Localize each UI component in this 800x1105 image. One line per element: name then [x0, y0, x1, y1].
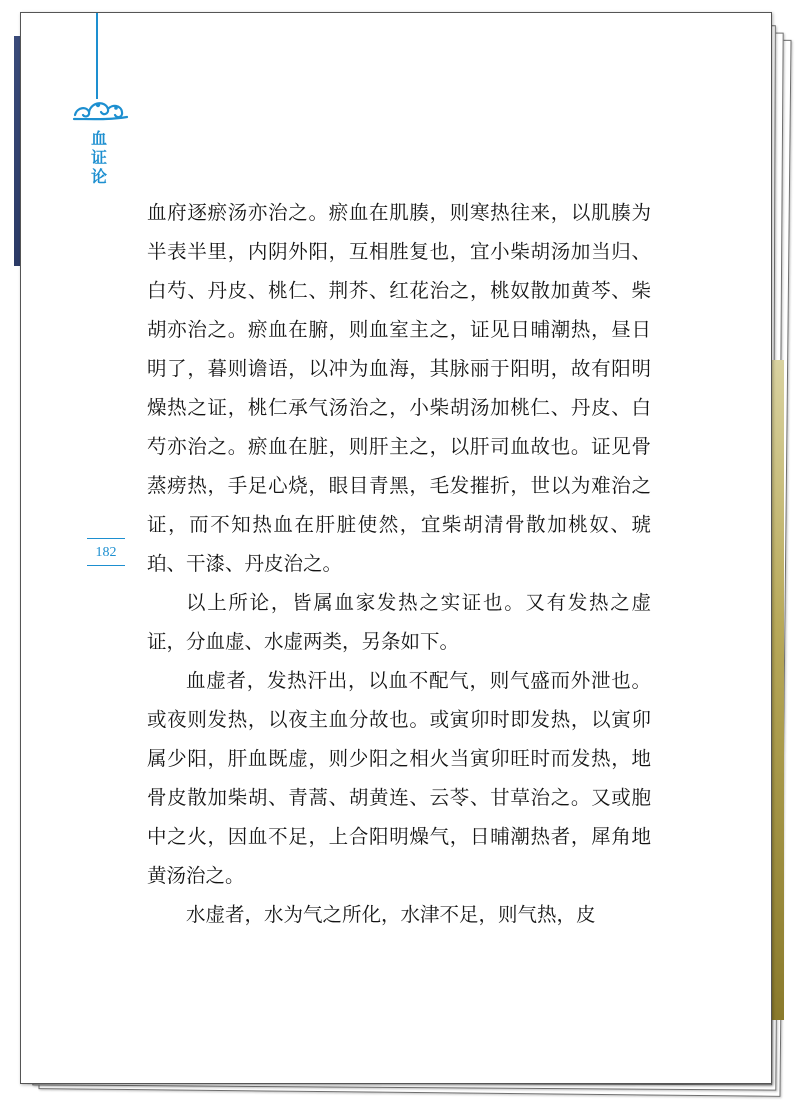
- page-number-rule: [87, 565, 125, 566]
- body-text: [147, 193, 651, 934]
- paragraph: 血虚者，发热汗出，以血不配气，则气盛而外泄也。或夜则发热，以夜主血分故也。或寅卯时即发热，以寅卯属少阳，肝血既虚，则少阳之相火当寅卯旺时而发热，地骨皮散加柴胡、青蒿、胡黄连、云苓、甘草治之。又或胞中之火，因血不足，上合阳明燥气，日晡潮热者，犀角地黄汤治之。: [147, 669, 651, 887]
- paragraph: 水虚者，水为气之所化，水津不足，则气热，皮: [186, 903, 596, 926]
- book-title-char: 血: [90, 129, 107, 148]
- book-title-char: 论: [90, 167, 107, 186]
- cloud-ornament-icon: [71, 95, 129, 123]
- paragraph: 以上所论，皆属血家发热之实证也。又有发热之虚证，分血虚、水虚两类，另条如下。: [147, 591, 651, 653]
- page-number: 182: [95, 545, 117, 560]
- hanging-line: [96, 13, 98, 99]
- page-number-block: [85, 538, 127, 566]
- book-page: [20, 12, 772, 1084]
- book-title: [87, 129, 111, 186]
- paragraph: 血府逐瘀汤亦治之。瘀血在肌腠，则寒热往来，以肌腠为半表半里，内阴外阳，互相胜复也，宜小柴胡汤加当归、白芍、丹皮、桃仁、荆芥、红花治之，桃奴散加黄芩、柴胡亦治之。瘀血在腑，则血室主之，证见日晡潮热，昼日明了，暮则谵语，以冲为血海，其脉丽于阳明，故有阳明燥热之证，桃仁承气汤治之，小柴胡汤加桃仁、丹皮、白芍亦治之。瘀血在脏，则肝主之，以肝司血故也。证见骨蒸痨热，手足心烧，眼目青黑，毛发摧折，世以为难治之证，而不知热血在肝脏使然，宜柴胡清骨散加桃奴、琥珀、干漆、丹皮治之。: [147, 201, 651, 575]
- book-page-edge: [772, 360, 784, 1020]
- book-title-char: 证: [90, 148, 107, 167]
